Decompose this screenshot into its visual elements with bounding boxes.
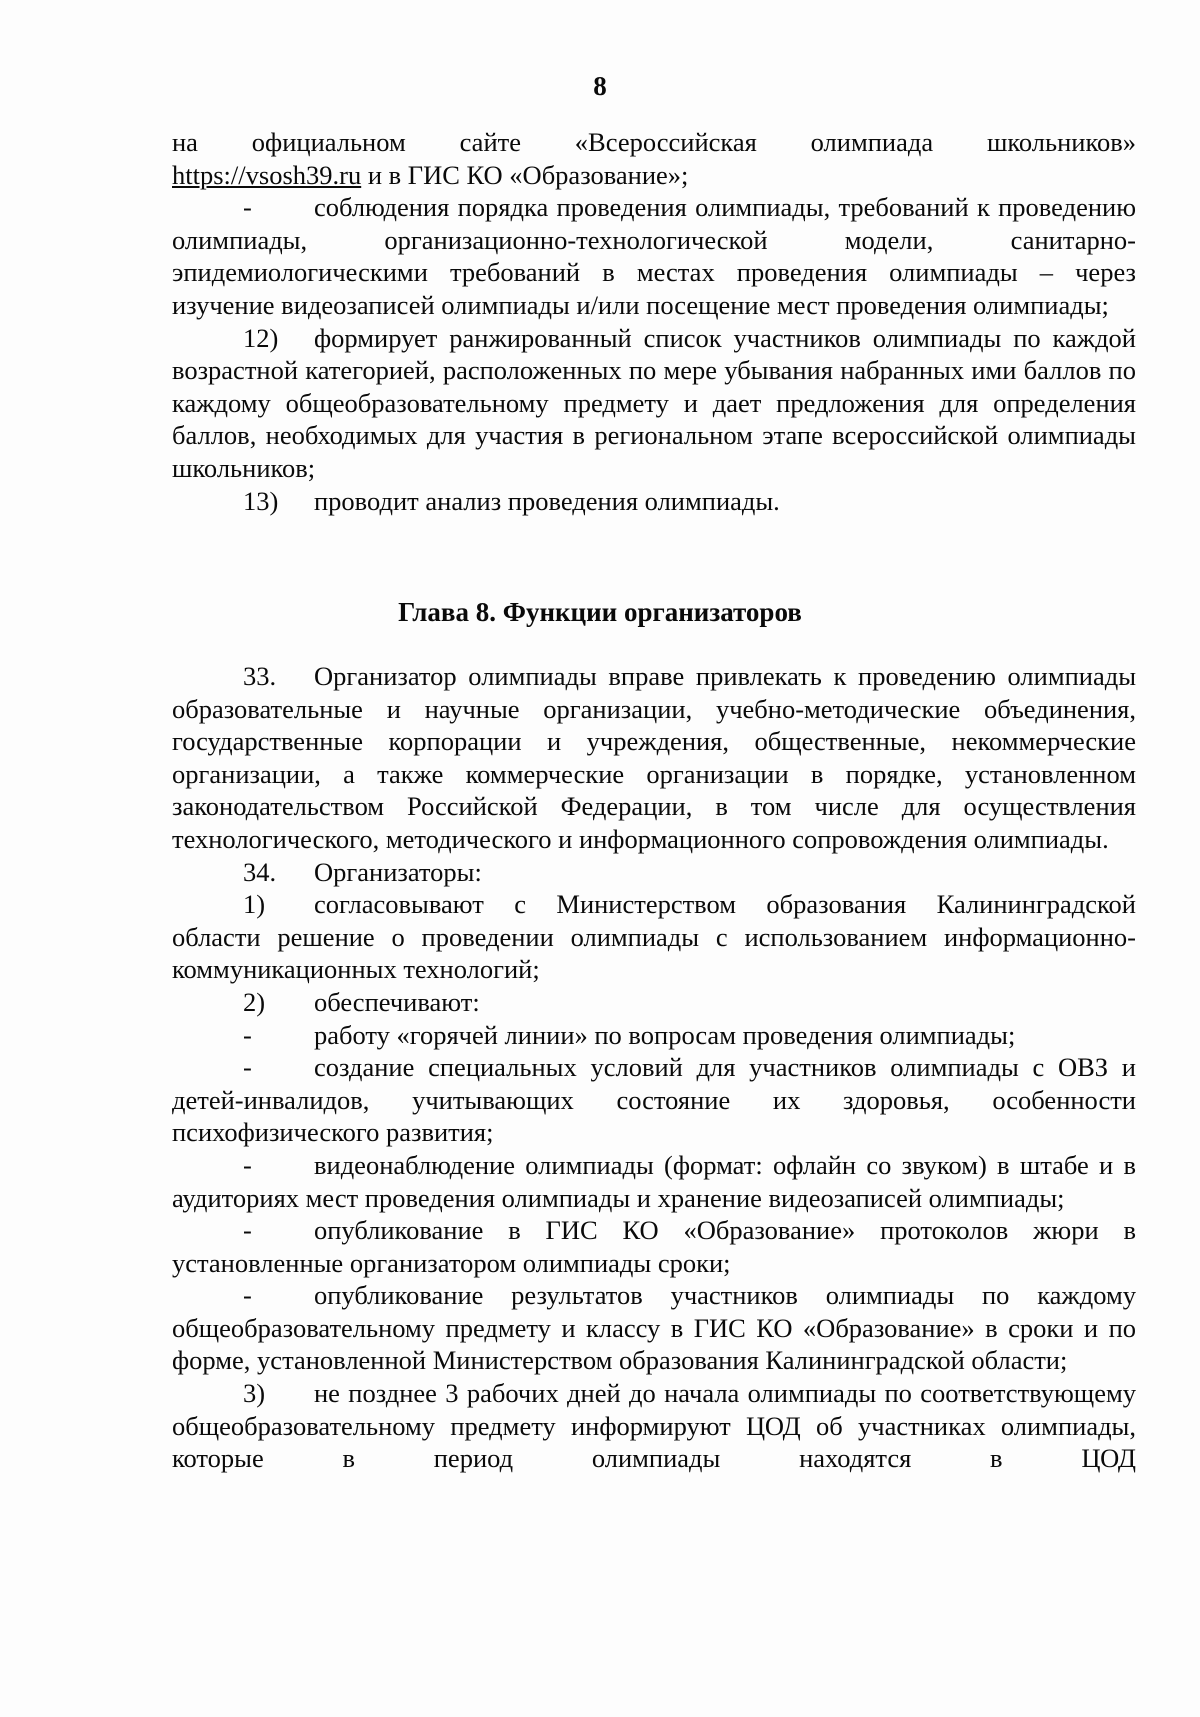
- list-item-1: [172, 888, 1136, 986]
- list-item-text: не позднее 3 рабочих дней до начала олимпиады по соответствующему общеобразовательному предмету информируют ЦОД об участниках олимпиады, которые в период олимпиады находятся в ЦОД: [172, 1378, 1136, 1474]
- list-item-text: формирует ранжированный список участников олимпиады по каждой возрастной категорией, расположенных по мере убывания набранных ими баллов по каждому общеобразовательному предмету и дает предложения для определения баллов, необходимых для участия в региональном этапе всероссийской олимпиады школьников;: [172, 322, 1136, 483]
- list-marker: 13): [243, 485, 279, 516]
- list-marker: 3): [243, 1378, 266, 1409]
- paragraph-site-rest: и в ГИС КО «Образование»;: [361, 159, 689, 190]
- clause-33: [172, 660, 1136, 856]
- list-item-dash-compliance: [172, 191, 1136, 321]
- list-item-text: Организаторы:: [314, 856, 482, 887]
- paragraph-site-link-line: [172, 159, 1136, 192]
- list-item-text: опубликование результатов участников олимпиады по каждому общеобразовательному предмету и классу в ГИС КО «Образование» в сроки и по форме, установленной Министерством образования Калининградской области;: [172, 1280, 1136, 1376]
- list-item-12: [172, 322, 1136, 485]
- list-item-dash-results: [172, 1279, 1136, 1377]
- list-item-text: создание специальных условий для участников олимпиады с ОВЗ и детей-инвалидов, учитывающих состояние их здоровья, особенности психофизического развития;: [172, 1052, 1136, 1148]
- list-marker: 12): [243, 322, 279, 353]
- list-marker: 33.: [243, 661, 277, 691]
- list-item-text: обеспечивают:: [314, 986, 480, 1017]
- body-text-top: [172, 126, 1136, 517]
- list-marker: -: [243, 1019, 252, 1050]
- body-text-bottom: [172, 660, 1136, 1475]
- list-item-dash-video: [172, 1149, 1136, 1214]
- list-marker: -: [243, 1280, 252, 1311]
- chapter-heading: Глава 8. Функции организаторов: [398, 597, 802, 627]
- page-number: 8: [593, 71, 607, 101]
- list-marker: -: [243, 1215, 252, 1246]
- list-item-2: [172, 986, 1136, 1019]
- list-item-text: согласовывают с Министерством образования Калининградской области решение о проведении олимпиады с использованием информационно-коммуникационных технологий;: [172, 889, 1136, 985]
- list-item-text: работу «горячей линии» по вопросам проведения олимпиады;: [314, 1019, 1016, 1050]
- list-item-3: [172, 1377, 1136, 1475]
- list-item-text: опубликование в ГИС КО «Образование» протоколов жюри в установленные организатором олимпиады сроки;: [172, 1215, 1136, 1278]
- list-marker: -: [243, 1149, 252, 1180]
- list-item-dash-protocols: [172, 1214, 1136, 1279]
- list-marker: 34.: [243, 856, 277, 887]
- list-marker: -: [243, 1052, 252, 1083]
- list-item-text: проводит анализ проведения олимпиады.: [314, 485, 780, 516]
- list-item-dash-special-conditions: [172, 1051, 1136, 1149]
- vsosh-link[interactable]: https://vsosh39.ru: [172, 159, 362, 190]
- clause-34: [172, 856, 1136, 889]
- list-item-text: видеонаблюдение олимпиады (формат: офлайн со звуком) в штабе и в аудиториях мест проведения олимпиады и хранение видеозаписей олимпиады;: [172, 1149, 1136, 1213]
- list-marker: 2): [243, 986, 266, 1017]
- list-item-text: соблюдения порядка проведения олимпиады, требований к проведению олимпиады, организационно-технологической модели, санитарно-эпидемиологическими требований в местах проведения олимпиады – через изучение видеозаписей олимпиады и/или посещение мест проведения олимпиады;: [172, 192, 1136, 320]
- list-marker: -: [243, 192, 252, 223]
- paragraph-site-line: на официальном сайте «Всероссийская олимпиада школьников»: [172, 127, 1136, 157]
- list-item-13: [172, 485, 1136, 518]
- list-item-text: Организатор олимпиады вправе привлекать к проведению олимпиады образовательные и научные организации, учебно-методические объединения, государственные корпорации и учреждения, общественные, некоммерческие организации, а также коммерческие организации в порядке, установленном законодательством Российской Федерации, в том числе для осуществления технологического, методического и информационного сопровождения олимпиады.: [172, 661, 1136, 854]
- list-marker: 1): [243, 889, 266, 920]
- list-item-dash-hotline: [172, 1019, 1136, 1052]
